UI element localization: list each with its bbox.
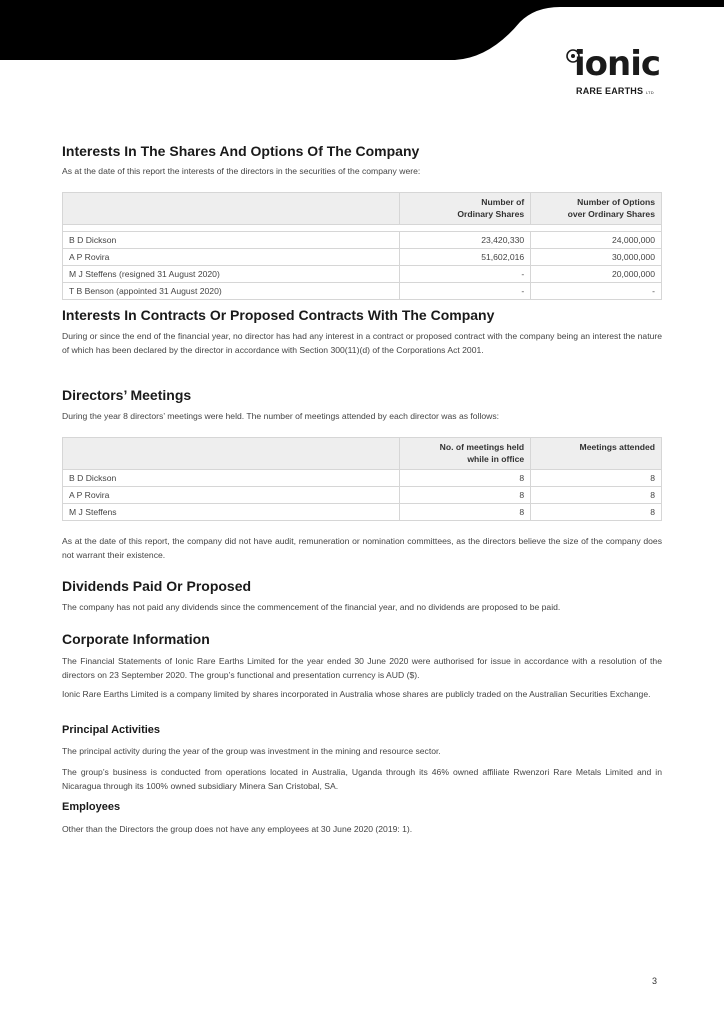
director-name: B D Dickson	[63, 470, 400, 487]
meetings-held-value: 8	[400, 504, 531, 521]
corporate-para-1: The Financial Statements of Ionic Rare Earths Limited for the year ended 30 June 2020 were authorised for issue in accordance with a resolution of the directors on 23 September 2020. The group’s functional and presentation currency is AUD ($).	[62, 656, 662, 680]
ordinary-shares-value: -	[400, 283, 531, 300]
company-logo	[566, 44, 666, 100]
table-row	[63, 266, 662, 283]
meetings-intro: During the year 8 directors’ meetings were held. The number of meetings attended by each director was as follows:	[62, 411, 500, 421]
meetings-attended-value: 8	[531, 487, 662, 504]
heading-dividends: Dividends Paid Or Proposed	[62, 578, 252, 594]
director-name: B D Dickson	[63, 232, 400, 249]
table-row	[63, 283, 662, 300]
director-name: A P Rovira	[63, 487, 400, 504]
column-header-meetings-held: No. of meetings held while in office	[400, 438, 531, 470]
corporate-para-2: Ionic Rare Earths Limited is a company limited by shares incorporated in Australia whose shares are publicly traded on the Australian Securities Exchange.	[62, 689, 651, 699]
heading-directors-meetings: Directors’ Meetings	[62, 387, 192, 403]
heading-employees: Employees	[62, 801, 121, 813]
heading-interests-shares: Interests In The Shares And Options Of The Company	[62, 143, 420, 159]
principal-activities-para-2: The group’s business is conducted from operations located in Australia, Uganda through its 46% owned affiliate Rwenzori Rare Metals Limited and in Nicaragua through its 100% owned subsidiary Minera San Cristobal, SA.	[62, 767, 662, 791]
director-name: M J Steffens (resigned 31 August 2020)	[63, 266, 400, 283]
logo-subtitle: RARE EARTHS LTD	[576, 86, 654, 96]
interests-shares-table	[62, 192, 662, 300]
table-header-blank	[63, 193, 400, 225]
options-value: -	[531, 283, 662, 300]
column-header-meetings-attended: Meetings attended	[531, 438, 662, 470]
options-value: 30,000,000	[531, 249, 662, 266]
meetings-attended-value: 8	[531, 470, 662, 487]
interests-contracts-body: During or since the end of the financial year, no director has had any interest in a contract or proposed contract with the company being an interest the nature of which has been declared by the director in accordance with Section 300(11)(d) of the Corporations Act 2001.	[62, 331, 662, 355]
options-value: 20,000,000	[531, 266, 662, 283]
meetings-table	[62, 437, 662, 521]
ordinary-shares-value: -	[400, 266, 531, 283]
interests-shares-intro: As at the date of this report the interests of the directors in the securities of the company were:	[62, 166, 421, 176]
table-row	[63, 470, 662, 487]
heading-interests-contracts: Interests In Contracts Or Proposed Contracts With The Company	[62, 307, 495, 323]
ordinary-shares-value: 51,602,016	[400, 249, 531, 266]
options-value: 24,000,000	[531, 232, 662, 249]
director-name: M J Steffens	[63, 504, 400, 521]
meetings-held-value: 8	[400, 470, 531, 487]
table-row	[63, 504, 662, 521]
logo-word: ionic	[574, 44, 661, 84]
employees-body: Other than the Directors the group does not have any employees at 30 June 2020 (2019: 1).	[62, 824, 413, 834]
table-header-blank	[63, 438, 400, 470]
heading-principal-activities: Principal Activities	[62, 724, 161, 736]
table-row	[63, 232, 662, 249]
column-header-ordinary-shares: Number of Ordinary Shares	[400, 193, 531, 225]
heading-corporate-information: Corporate Information	[62, 631, 210, 647]
principal-activities-para-1: The principal activity during the year of the group was investment in the mining and resource sector.	[62, 746, 441, 756]
meetings-attended-value: 8	[531, 504, 662, 521]
meetings-note: As at the date of this report, the company did not have audit, remuneration or nomination committees, as the directors believe the size of the company does not warrant their existence.	[62, 536, 662, 560]
table-row	[63, 249, 662, 266]
ordinary-shares-value: 23,420,330	[400, 232, 531, 249]
page-number: 3	[652, 976, 658, 986]
director-name: T B Benson (appointed 31 August 2020)	[63, 283, 400, 300]
dividends-body: The company has not paid any dividends since the commencement of the financial year, and no dividends are proposed to be paid.	[62, 602, 561, 612]
meetings-held-value: 8	[400, 487, 531, 504]
table-row	[63, 487, 662, 504]
column-header-options: Number of Options over Ordinary Shares	[531, 193, 662, 225]
director-name: A P Rovira	[63, 249, 400, 266]
